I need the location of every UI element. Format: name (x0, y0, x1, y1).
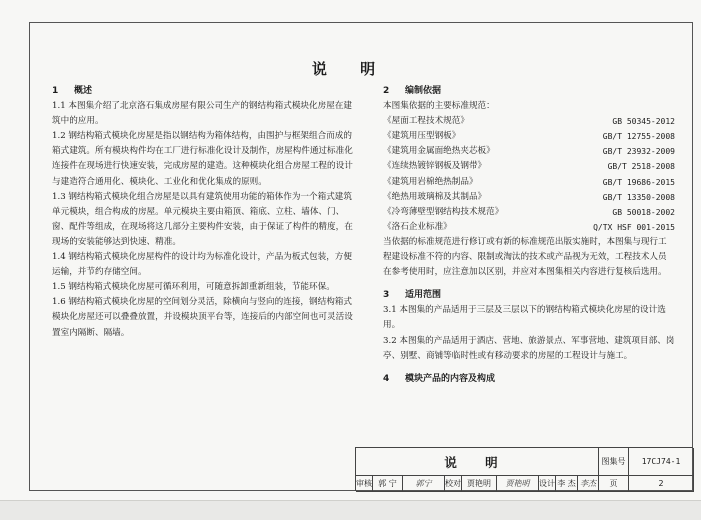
paragraph-1-2: 1.2 钢结构箱式模块化房屋是指以钢结构为箱体结构，由围护与框架组合而成的箱式建筑。所有模块构件均在工厂进行标准化设计及制作，房屋构件通过标准化连接件在现场进行快速安装，完成房屋的建造。这种模块化组合房屋工程的设计与建造符合通用化、模块化、工业化和优化集成的原则。 (52, 131, 353, 187)
section-title: 概述 (74, 86, 93, 96)
standard-code: Q/TX HSF 001-2015 (593, 222, 675, 232)
section-number: 2 (383, 86, 390, 96)
paragraph-1-4: 1.4 钢结构箱式模块化房屋构件的设计均为标准化设计，产品为板式包装，方便运输，并节约存储空间。 (52, 252, 352, 278)
paragraph-1-1: 1.1 本图集介绍了北京洛石集成房屋有限公司生产的钢结构箱式模块化房屋在建筑中的应用。 (52, 101, 352, 127)
standard-code: GB/T 13350-2008 (602, 192, 675, 202)
section-title: 模块产品的内容及构成 (405, 373, 496, 384)
review-label: 审核 (356, 476, 373, 492)
standard-name: 《建筑用金属面绝热夹芯板》 (383, 146, 495, 157)
section-title: 适用范围 (405, 290, 442, 301)
standard-code: GB/T 19686-2015 (602, 177, 675, 187)
check-label: 校对 (445, 476, 462, 492)
standard-row (383, 144, 675, 159)
reviewer-name: 郭 宁 (373, 476, 403, 492)
standard-code: GB/T 12755-2008 (602, 132, 675, 142)
section-number: 4 (383, 373, 390, 384)
standard-row (383, 129, 675, 144)
designer-name: 李 杰 (556, 476, 578, 492)
atlas-number-value: 17CJ74-1 (629, 448, 694, 476)
standard-name: 《建筑用岩棉绝热制品》 (383, 176, 478, 187)
section-gap (383, 364, 675, 372)
section-1-heading (52, 84, 359, 99)
standard-row (383, 114, 675, 129)
standards-note: 当依据的标准规范进行修订或有新的标准规范出版实施时，本图集与现行工程建设标准不符的内容、限制或淘汰的技术或产品视为无效，工程技术人员在参考使用时，应注意加以区别，并应对本图集相关内容进行复核后选用。 (383, 236, 667, 278)
section-gap (383, 280, 675, 288)
standard-name: 《冷弯薄壁型钢结构技术规范》 (383, 206, 504, 217)
standard-row (383, 220, 675, 235)
left-column (52, 84, 359, 341)
right-column (383, 84, 675, 387)
standard-code: GB/T 23932-2009 (602, 147, 675, 157)
standard-name: 《洛石企业标准》 (383, 221, 452, 232)
section-title: 编制依据 (405, 86, 442, 96)
standards-intro: 本图集依据的主要标准规范： (383, 101, 495, 112)
standard-name: 《建筑用压型钢板》 (383, 131, 461, 142)
paragraph-1-5: 1.5 钢结构箱式模块化房屋可循环利用，可随意拆卸重新组装，节能环保。 (52, 282, 335, 293)
paragraph-3-2: 3.2 本图集的产品适用于酒店、营地、旅游景点、军事营地、建筑项目部、岗亭、别墅、商铺等临时性或有移动要求的房屋的工程设计与施工。 (383, 335, 675, 361)
standard-code: GB 50345-2012 (612, 117, 675, 127)
standard-row (383, 159, 675, 174)
paragraph-1-3: 1.3 钢结构箱式模块化组合房屋是以具有建筑使用功能的箱体作为一个箱式建筑单元模块，组合构成的房屋。单元模块主要由箱顶、箱底、立柱、墙体、门、窗、配件等组成，在现场将这几部分主要构件安装，由于保证了构件的精度，在现场的安装能够达到快速、精准。 (52, 191, 353, 247)
page-label: 页 (599, 476, 629, 492)
section-3-heading (383, 288, 675, 303)
design-label: 设计 (539, 476, 556, 492)
standard-name: 《绝热用玻璃棉及其制品》 (383, 191, 487, 202)
paragraph-1-6: 1.6 钢结构箱式模块化房屋的空间划分灵活，除横向与竖向的连接，钢结构箱式模块化房屋还可以叠叠放置，并设模块顶平台等，连接后的内部空间也可灵活设置室内隔断、隔墙。 (52, 297, 353, 338)
section-number: 1 (52, 86, 59, 96)
standard-code: GB/T 2518-2008 (607, 162, 675, 172)
paragraph-3-1: 3.1 本图集的产品适用于三层及三层以下的钢结构箱式模块化房屋的设计选用。 (383, 305, 666, 331)
atlas-number-label: 图集号 (599, 448, 629, 476)
standard-row (383, 175, 675, 190)
standard-name: 《连续热镀锌钢板及钢带》 (383, 161, 487, 172)
standard-code: GB 50018-2002 (612, 207, 675, 217)
section-4-heading (383, 372, 675, 387)
page-number: 2 (629, 476, 694, 492)
standards-list (383, 114, 675, 235)
checker-signature: 贾艳明 (497, 476, 539, 492)
designer-signature: 李杰 (578, 476, 599, 492)
standard-row (383, 190, 675, 205)
standard-name: 《屋面工程技术规范》 (383, 116, 469, 127)
checker-name: 贾艳明 (462, 476, 497, 492)
section-2-heading (383, 84, 675, 99)
standard-row (383, 205, 675, 220)
section-number: 3 (383, 290, 390, 301)
page-title: 说 明 (311, 60, 390, 78)
title-block-title: 说 明 (356, 448, 599, 476)
page-bottom-band (0, 500, 701, 520)
reviewer-signature: 郭宁 (403, 476, 445, 492)
title-block (355, 447, 693, 491)
